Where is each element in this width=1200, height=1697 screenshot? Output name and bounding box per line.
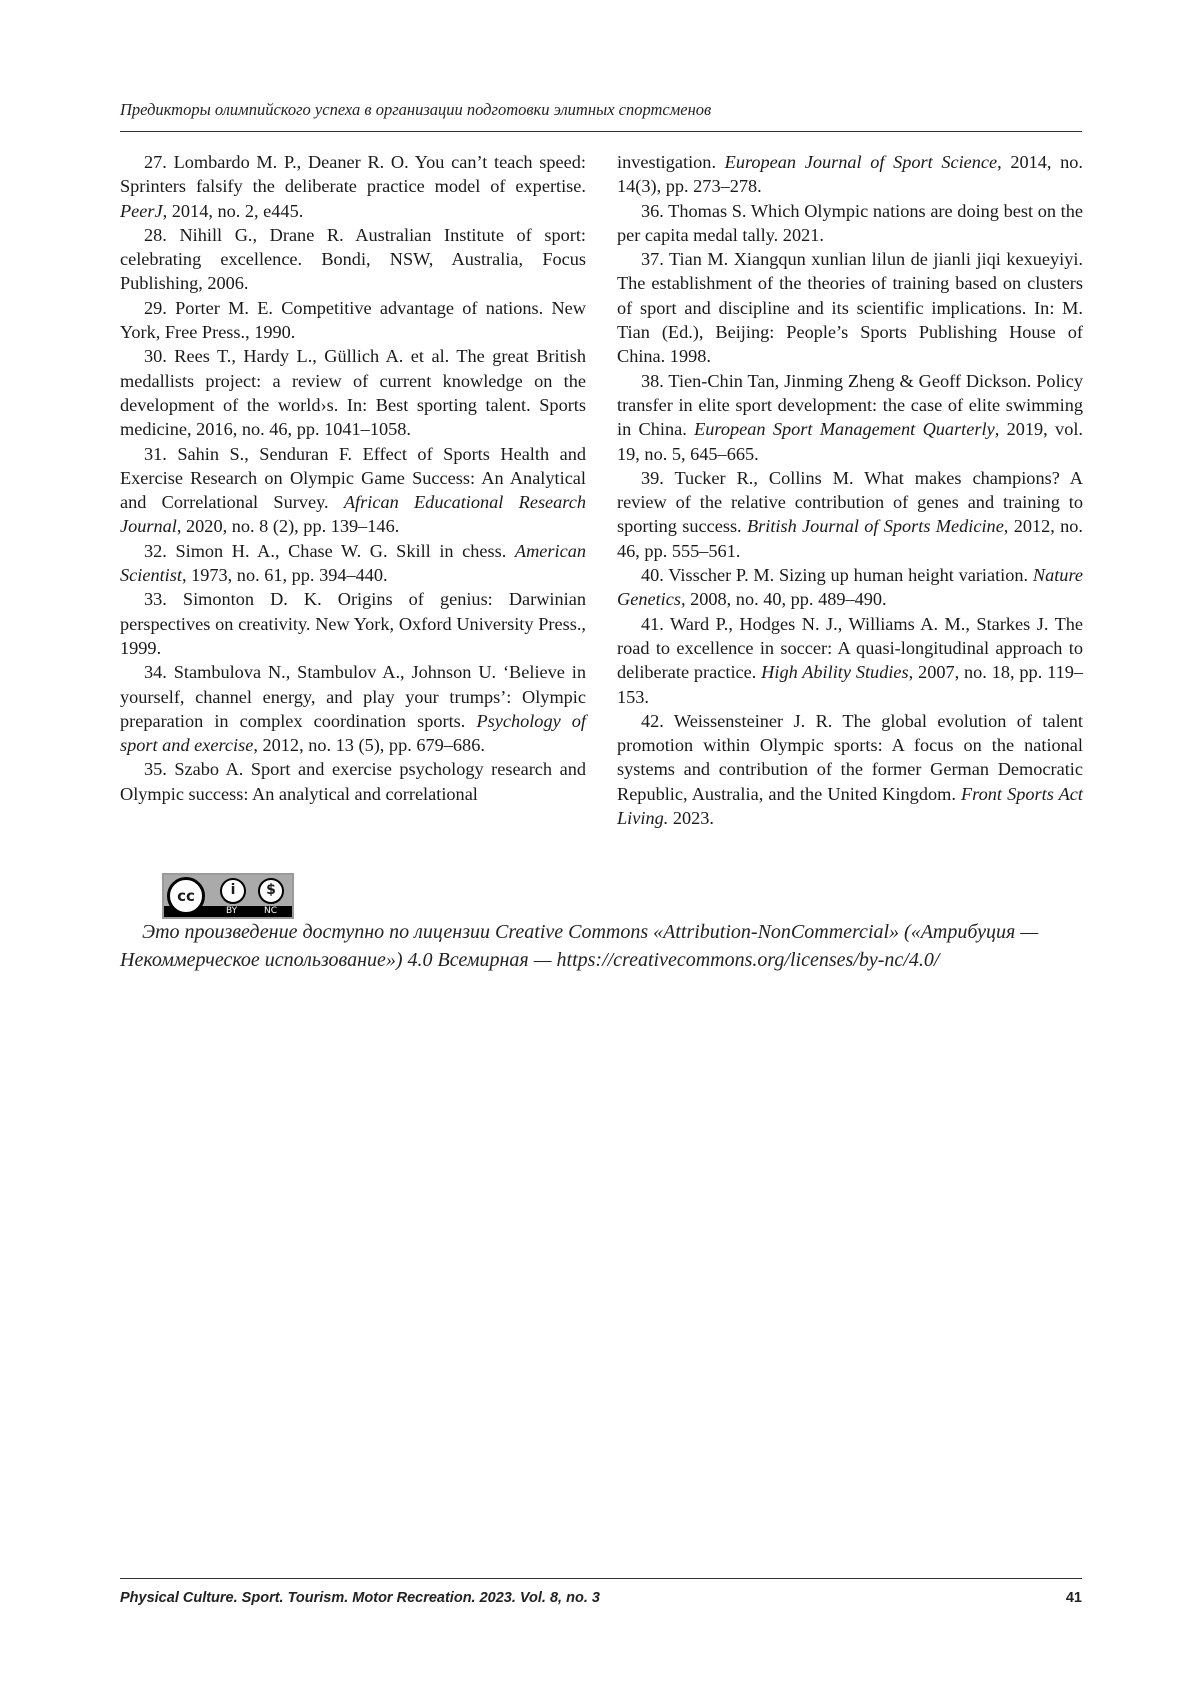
reference-39: 39. Tucker R., Collins M. What makes champions? A review of the relative contribution of genes and training to sporting success. British Journal of Sports Medicine, 2012, no. 46, pp. 555–561. <box>617 467 1083 561</box>
license-line-1: Это произведение доступно по лицензии Creative Commons «Attribution-NonCommercial» («Атрибуция — <box>142 921 1039 943</box>
cc-icon: cc <box>167 877 205 915</box>
reference-31: 31. Sahin S., Senduran F. Effect of Sports Health and Exercise Research on Olympic Game Success: An Analytical and Correlational Survey. African Educational Research Journal, 2020, no. 8 (2), pp. 139–146. <box>120 443 586 537</box>
by-label: BY <box>226 906 238 916</box>
reference-37: 37. Tian M. Xiangqun xunlian lilun de jianli jiqi kexueyiyi. The establishment of the theories of training based on clusters of sport and discipline and its scientific implications. In: M. Tian (Ed.), Beijing: People’s Sports Publishing House of China. 1998. <box>617 249 1083 367</box>
reference-35: 35. Szabo A. Sport and exercise psychology research and Olympic success: An analytical and correlational <box>120 759 586 804</box>
running-header: Предикторы олимпийского успеха в организации подготовки элитных спортсменов <box>120 100 712 119</box>
reference-30: 30. Rees T., Hardy L., Güllich A. et al. The great British medallists project: a review of current knowledge on the development of the world›s. In: Best sporting talent. Sports medicine, 2016, no. 46, pp. 1041–1058. <box>120 346 586 440</box>
nc-label: NC <box>264 906 278 916</box>
reference-40: 40. Visscher P. M. Sizing up human height variation. Nature Genetics, 2008, no. 40, pp. 489–490. <box>617 565 1083 610</box>
attribution-icon: i <box>220 878 246 904</box>
reference-41: 41. Ward P., Hodges N. J., Williams A. M., Starkes J. The road to excellence in soccer: A quasi-longitudinal approach to deliberate practice. High Ability Studies, 2007, no. 18, pp. 119–153. <box>617 613 1083 707</box>
references-left-column <box>120 150 586 806</box>
reference-35-continuation: investigation. European Journal of Sport Science, 2014, no. 14(3), pp. 273–278. <box>617 152 1083 197</box>
reference-34: 34. Stambulova N., Stambulov A., Johnson U. ‘Believe in yourself, channel energy, and play your trumps’: Olympic preparation in complex coordination sports. Psychology of sport and exercise, 2012, no. 13 (5), pp. 679–686. <box>120 662 586 756</box>
reference-27: 27. Lombardo M. P., Deaner R. O. You can’t teach speed: Sprinters falsify the deliberate practice model of expertise. PeerJ, 2014, no. 2, e445. <box>120 152 586 221</box>
license-line-2[interactable]: Некоммерческое использование») 4.0 Всемирная — https://creativecommons.org/licenses/by-nc/4.0/ <box>120 949 940 971</box>
reference-42: 42. Weissensteiner J. R. The global evolution of talent promotion within Olympic sports: A focus on the national systems and contribution of the former German Democratic Republic, Australia, and the United Kingdom. Front Sports Act Living. 2023. <box>617 710 1083 829</box>
reference-33: 33. Simonton D. K. Origins of genius: Darwinian perspectives on creativity. New York, Oxford University Press., 1999. <box>120 589 586 658</box>
cc-by-nc-badge[interactable] <box>162 873 294 919</box>
page-number: 41 <box>1065 1590 1082 1606</box>
footer-rule <box>120 1578 1082 1579</box>
header-rule <box>120 131 1082 132</box>
reference-32: 32. Simon H. A., Chase W. G. Skill in chess. American Scientist, 1973, no. 61, pp. 394–440. <box>120 540 586 586</box>
reference-38: 38. Tien-Chin Tan, Jinming Zheng & Geoff Dickson. Policy transfer in elite sport development: the case of elite swimming in China. European Sport Management Quarterly, 2019, vol. 19, no. 5, 645–665. <box>617 370 1083 464</box>
reference-36: 36. Thomas S. Which Olympic nations are doing best on the per capita medal tally. 2021. <box>617 200 1083 245</box>
license-notice <box>120 918 1082 974</box>
references-right-column <box>617 150 1083 830</box>
reference-29: 29. Porter M. E. Competitive advantage of nations. New York, Free Press., 1990. <box>120 297 586 343</box>
reference-28: 28. Nihill G., Drane R. Australian Institute of sport: celebrating excellence. Bondi, NSW, Australia, Focus Publishing, 2006. <box>120 224 586 294</box>
noncommercial-icon: $ <box>258 878 284 904</box>
footer-journal-title: Physical Culture. Sport. Tourism. Motor Recreation. 2023. Vol. 8, no. 3 <box>120 1590 600 1606</box>
